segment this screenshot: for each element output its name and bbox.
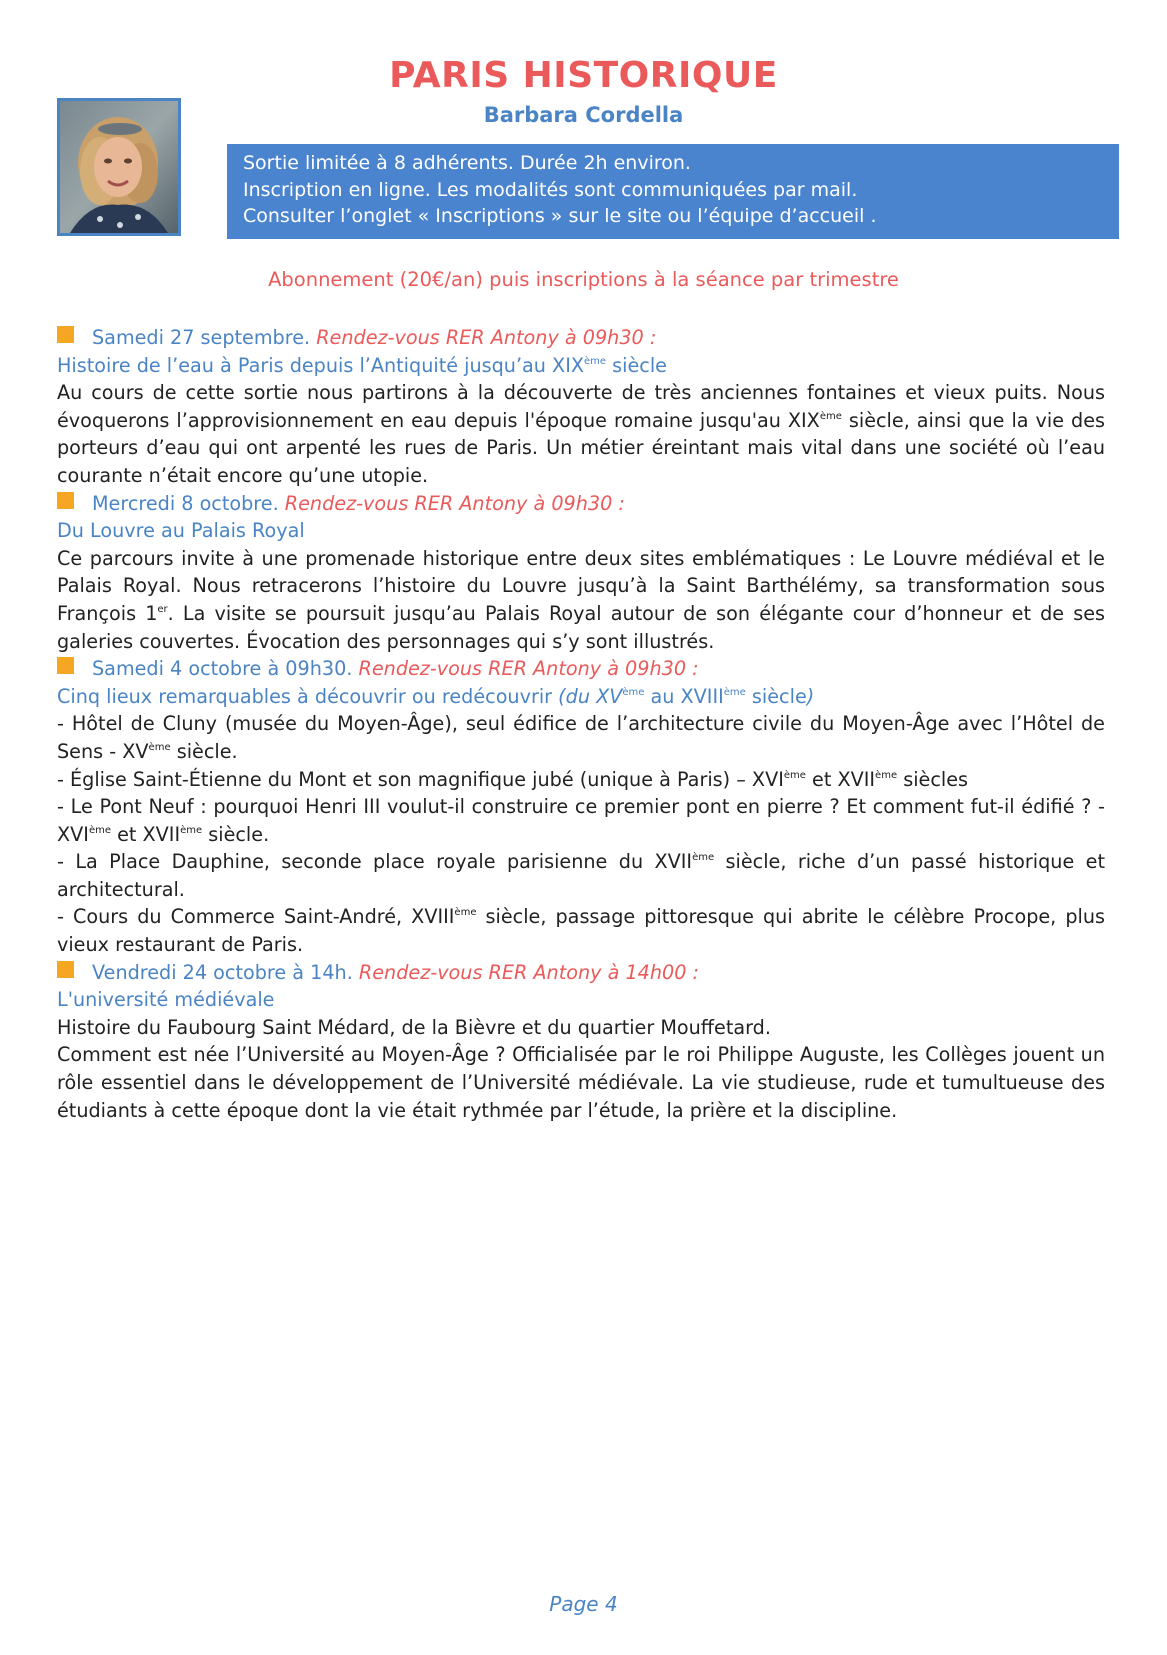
event-header	[57, 324, 1105, 352]
event-description: Comment est née l’Université au Moyen-Âge ? Officialisée par le roi Philippe Auguste, les Collèges jouent un rôle essentiel dans le développement de l’Université médiévale. La vie studieuse, rude et tumultueuse des étudiants à cette époque dont la vie était rythmée par l’étude, la prière et la discipline.	[57, 1043, 1105, 1122]
event-date: Mercredi 8 octobre.	[92, 491, 279, 515]
event-header	[57, 655, 1105, 683]
subscription-note: Abonnement (20€/an) puis inscriptions à la séance par trimestre	[268, 268, 899, 291]
event-meeting-point: Rendez-vous RER Antony à 14h00 :	[358, 960, 700, 984]
bullet-square-icon	[57, 492, 74, 509]
page-title: PARIS HISTORIQUE	[389, 55, 778, 96]
event-description: Histoire du Faubourg Saint Médard, de la Bièvre et du quartier Mouffetard.	[57, 1015, 771, 1039]
info-line: Inscription en ligne. Les modalités sont communiquées par mail.	[243, 178, 858, 201]
events-list	[57, 324, 1105, 1124]
event-title: Du Louvre au Palais Royal	[57, 519, 305, 543]
place-item: - Hôtel de Cluny (musée du Moyen-Âge), seul édifice de l’architecture civile du Moyen-Âge avec l’Hôtel de Sens - XVème siècle.	[57, 712, 1105, 763]
event-meeting-point: Rendez-vous RER Antony à 09h30 :	[358, 657, 699, 681]
place-item: - La Place Dauphine, seconde place royale parisienne du XVIIème siècle, riche d’un passé historique et architectural.	[57, 850, 1105, 901]
info-line: Sortie limitée à 8 adhérents. Durée 2h environ.	[243, 152, 691, 174]
event-date: Samedi 27 septembre.	[92, 326, 311, 349]
author-photo	[57, 98, 181, 236]
event-header	[57, 490, 1105, 518]
info-box	[227, 144, 1119, 239]
event-date: Vendredi 24 octobre à 14h.	[92, 960, 353, 984]
event-title: L'université médiévale	[57, 988, 275, 1012]
event-header	[57, 959, 1105, 987]
event-meeting-point: Rendez-vous RER Antony à 09h30 :	[284, 491, 625, 515]
place-item: - Le Pont Neuf : pourquoi Henri III voulut-il construire ce premier pont en pierre ? Et comment fut-il édifié ? - XVIème et XVIIème siècle.	[57, 795, 1105, 846]
event-title: Histoire de l’eau à Paris depuis l’Antiquité jusqu’au XIXème siècle	[57, 353, 667, 377]
info-line: Consulter l’onglet « Inscriptions » sur le site ou l’équipe d’accueil .	[243, 205, 877, 227]
bullet-square-icon	[57, 657, 74, 674]
event-description: Ce parcours invite à une promenade historique entre deux sites emblématiques : Le Louvre médiéval et le Palais Royal. Nous retracerons l’histoire du Louvre jusqu’à la Saint Barthélémy, sa transformation sous François 1er. La visite se poursuit jusqu’au Palais Royal autour de son élégante cour d’honneur et de ses galeries couvertes. Évocation des personnages qui s’y sont illustrés.	[57, 546, 1106, 653]
bullet-square-icon	[57, 326, 74, 343]
author-name: Barbara Cordella	[483, 103, 684, 127]
place-item: - Église Saint-Étienne du Mont et son magnifique jubé (unique à Paris) – XVIème et XVIIème siècles	[57, 767, 969, 791]
event-description: Au cours de cette sortie nous partirons à la découverte de très anciennes fontaines et vieux puits. Nous évoquerons l’approvisionnement en eau depuis l'époque romaine jusqu'au XIXème siècle, ainsi que la vie des porteurs d’eau qui ont arpenté les rues de Paris. Un métier éreintant mais vital dans une société où l’eau courante n’était encore qu’une utopie.	[57, 381, 1105, 487]
place-item: - Cours du Commerce Saint-André, XVIIIème siècle, passage pittoresque qui abrite le célèbre Procope, plus vieux restaurant de Paris.	[57, 905, 1106, 957]
event-title: Cinq lieux remarquables à découvrir ou redécouvrir (du XVème au XVIIIème siècle)	[57, 684, 815, 708]
event-meeting-point: Rendez-vous RER Antony à 09h30 :	[316, 326, 657, 349]
event-date: Samedi 4 octobre à 09h30.	[92, 657, 353, 681]
page-number: Page 4	[549, 1592, 618, 1616]
portrait-image	[60, 101, 178, 233]
bullet-square-icon	[57, 961, 74, 978]
